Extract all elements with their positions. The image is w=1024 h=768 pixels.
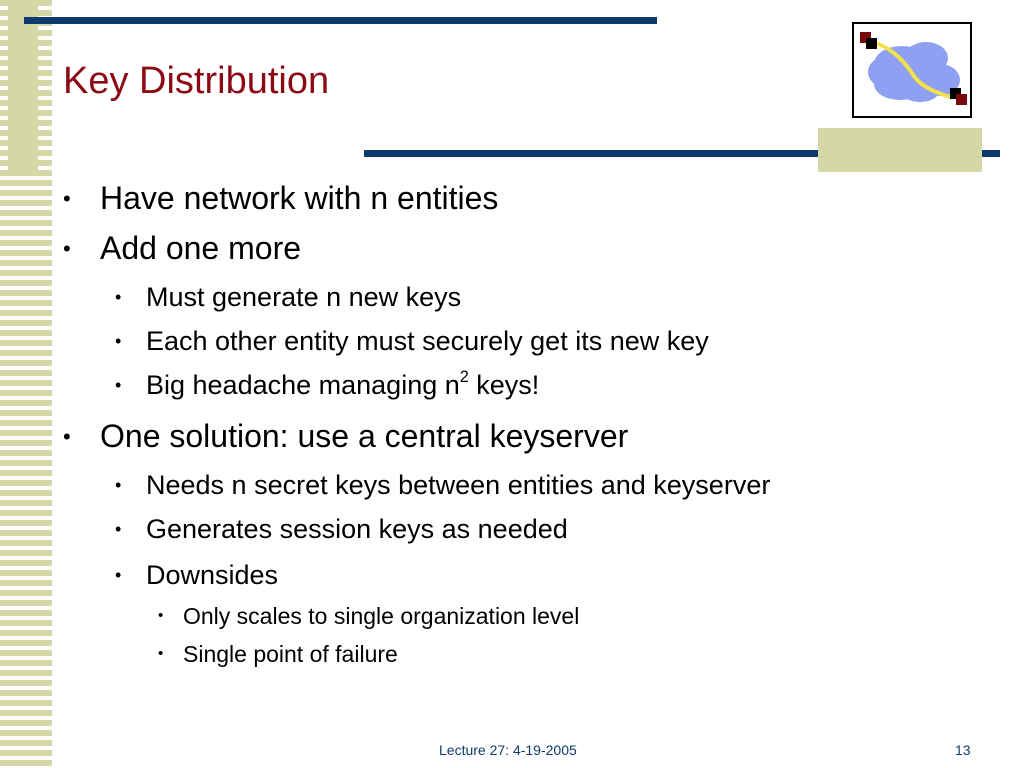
bullet-dot-icon: • — [63, 236, 71, 261]
bullet-text — [146, 370, 539, 400]
bullet-level2 — [115, 560, 279, 591]
bullet-text: Only scales to single organization level — [183, 603, 580, 629]
top-rule — [24, 17, 657, 24]
bullet-level1 — [63, 180, 499, 217]
bullet-dot-icon: • — [158, 645, 164, 662]
bullet-level1 — [63, 418, 629, 455]
bullet-level2 — [115, 326, 709, 357]
bullet-dot-icon: • — [115, 331, 122, 351]
accent-block — [818, 128, 982, 172]
bullet-text: Needs n secret keys between entities and keyserver — [146, 470, 771, 500]
bullet-level2 — [115, 282, 462, 313]
bullet-level2 — [115, 368, 540, 401]
network-cloud-logo — [852, 22, 972, 118]
bullet-text: One solution: use a central keyserver — [100, 418, 629, 454]
bullet-text: Add one more — [100, 230, 302, 266]
bullet-text-before: Big headache managing n — [146, 370, 460, 400]
footer-page-number: 13 — [955, 742, 971, 758]
bullet-dot-icon: • — [158, 607, 164, 624]
bullet-level2 — [115, 514, 568, 545]
bullet-dot-icon: • — [115, 375, 122, 395]
bullet-level3 — [158, 603, 580, 630]
footer-lecture-date: Lecture 27: 4-19-2005 — [439, 742, 577, 758]
bullet-dot-icon: • — [63, 186, 71, 211]
bullet-text-after: keys! — [468, 370, 540, 400]
bullet-dot-icon: • — [115, 519, 122, 539]
bullet-dot-icon: • — [115, 565, 122, 585]
bullet-dot-icon: • — [115, 287, 122, 307]
bullet-text: Generates session keys as needed — [146, 514, 568, 544]
decorative-stripe-solid — [8, 0, 38, 175]
superscript: 2 — [459, 368, 469, 386]
bullet-text: Must generate n new keys — [146, 282, 462, 312]
bullet-text: Each other entity must securely get its new key — [146, 326, 709, 356]
bullet-dot-icon: • — [115, 475, 122, 495]
network-cloud-icon — [854, 24, 970, 116]
bullet-level2 — [115, 470, 771, 501]
bullet-text: Single point of failure — [183, 641, 398, 667]
bullet-dot-icon: • — [63, 424, 71, 449]
bullet-text: Downsides — [146, 560, 279, 590]
bullet-text: Have network with n entities — [100, 180, 499, 216]
slide-title: Key Distribution — [63, 60, 330, 102]
bullet-level1 — [63, 230, 302, 267]
bullet-level3 — [158, 641, 398, 668]
